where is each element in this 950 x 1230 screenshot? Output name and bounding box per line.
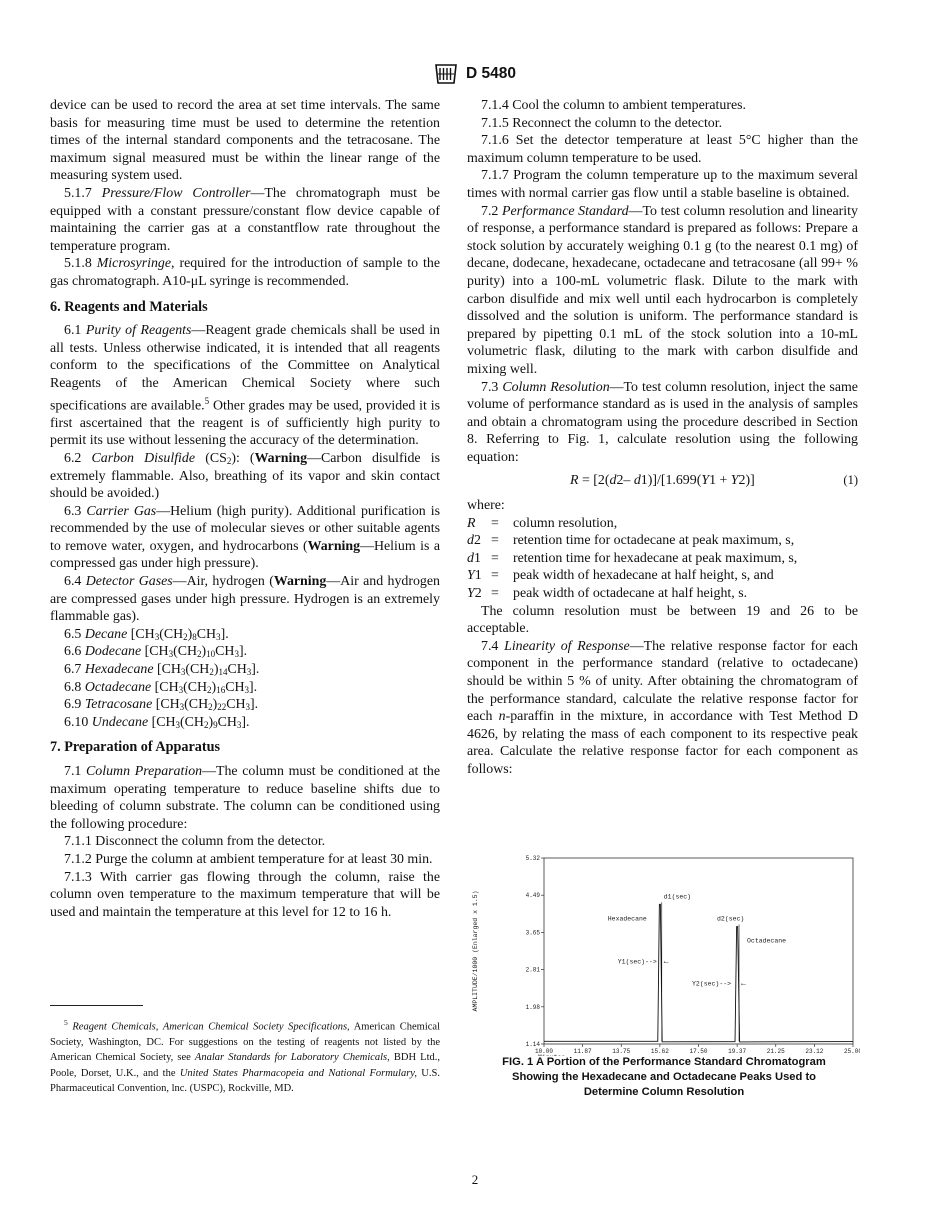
chromatogram-trace bbox=[544, 904, 853, 1042]
astm-logo-icon bbox=[434, 63, 458, 85]
octadecane-label: Octadecane bbox=[747, 937, 787, 945]
section-heading-6: 6. Reagents and Materials bbox=[50, 298, 208, 315]
y-tick-label: 2.81 bbox=[525, 966, 540, 974]
section-6-1: 6.1 Purity of Reagents—Reagent grade chemicals shall be used in all tests. Unless otherwise indicated, it is intended that all reagents conform to the specifications of the Committee on Analytical Reagents of the American Chemical Society where such specifications are available.$^5$ Other grades may be used, provided it is first ascertained that the reagent is of sufficiently high purity to permit its use without lessening the accuracy of the determination. bbox=[50, 323, 440, 449]
section-7-2: 7.2 Performance Standard—To test column resolution and linearity of response, a performance standard is prepared as follows: Prepare a stock solution by accurately weighing 0.1 g (to the nearest 0.1 mg) of decane, dodecane, hexadecane, octadecane and tetracosane (all 99+ % purity) into a 100-mL volumetric flask. Dilute to the mark with carbon disulfide and mix well until each hydrocarbon is completely dissolved and the solution is uniform. The performance standard is prepared by pipetting 0.1 mL of the stock solution into a 10-mL volumetric flask, diluting to the mark with carbon disulfide and mixing well. bbox=[467, 203, 858, 377]
definition-row: Y1 = peak width of hexadecane at half height, s, and bbox=[467, 568, 774, 584]
x-tick-label: 21.25 bbox=[766, 1048, 785, 1055]
definition-row: d2 = retention time for octadecane at peak maximum, s, bbox=[467, 533, 795, 549]
section-7-1-2: 7.1.2 Purge the column at ambient temperature for at least 30 min. bbox=[64, 851, 433, 867]
reagent-item: 6.9 Tetracosane $[CH_3(CH_2)_{22}CH_3]$. bbox=[64, 697, 259, 713]
standard-designation: D 5480 bbox=[466, 65, 516, 82]
page-header bbox=[0, 63, 950, 85]
section-7-1: 7.1 Column Preparation—The column must be conditioned at the maximum operating temperature to reduce baseline shifts due to bleeding of column substrate. The column can be conditioned using the following procedure: bbox=[50, 764, 440, 832]
section-5-1-7: 5.1.7 Pressure/Flow Controller—The chromatograph must be equipped with a constant pressure/constant flow device capable of maintaining the carrier gas at a constantflow rate throughout the temperature program. bbox=[50, 185, 440, 254]
section-7-3: 7.3 Column Resolution—To test column resolution, inject the same volume of performance standard as is used in the analysis of samples and obtain a chromatogram using the procedure described in Section 8. Referring to Fig. 1, calculate resolution using the following equation: bbox=[467, 379, 858, 465]
left-column bbox=[50, 97, 440, 921]
footnote: $^5$ Reagent Chemicals, American Chemical Society Specifications, American Chemical Society, Washington, DC. For suggestions on the testing of reagents not listed by the American Chemical Society, see Analar Standards for Laboratory Chemicals, BDH Ltd., Poole, Dorset, U.K., and the United States Pharmacopeia and National Formulary, U.S. Pharmaceutical Convention, lnc. (USPC), Rockville, MD. bbox=[50, 1018, 440, 1095]
footnote-divider bbox=[50, 1005, 143, 1006]
d1-annotation: d1(sec) bbox=[663, 893, 692, 901]
plot-frame bbox=[544, 858, 853, 1044]
section-7-1-4: 7.1.4 Cool the column to ambient temperatures. bbox=[481, 98, 747, 113]
section-6-4: 6.4 Detector Gases—Air, hydrogen (Warning—Air and hydrogen are compressed gases under high pressure. Hydrogen is an extremely flammable gas). bbox=[50, 574, 440, 625]
section-7-1-5: 7.1.5 Reconnect the column to the detector. bbox=[481, 115, 723, 131]
page-number: 2 bbox=[471, 1172, 479, 1187]
x-tick-label: 25.0 bbox=[843, 1048, 859, 1055]
y-axis-label: AMPLITUDE/1000 (Enlarged x 1.5) bbox=[472, 890, 479, 1012]
section-6-2: 6.2 Carbon Disulfide $(CS_2)$: (Warning—Carbon disulfide is extremely flammable. Also, breathing of its vapor and skin contact should be avoided.) bbox=[50, 450, 440, 502]
section-7-1-3: 7.1.3 With carrier gas flowing through the column, raise the column oven temperature to the maximum temperature that will be used and maintain the temperature at this level for 12 to 16 h. bbox=[50, 869, 440, 920]
where-label: where: bbox=[467, 498, 505, 514]
y2-annotation: Y2(sec)--> bbox=[692, 980, 732, 988]
y-tick-label: 4.49 bbox=[525, 892, 540, 900]
x-tick-label: 17.50 bbox=[689, 1048, 708, 1055]
section-6-3: 6.3 Carrier Gas—Helium (high purity). Additional purification is recommended by the use of molecular sieves or other suitable agents to remove water, oxygen, and hydrocarbons (Warning—Helium is a compressed gas under high pressure). bbox=[50, 503, 441, 572]
y-tick-label: 1.14 bbox=[525, 1041, 540, 1048]
equation-number: (1) bbox=[843, 473, 858, 488]
hexadecane-label: Hexadecane bbox=[607, 915, 647, 923]
y-tick-label: 1.98 bbox=[525, 1003, 540, 1011]
y1-annotation: Y1(sec)--> bbox=[617, 958, 657, 966]
chromatogram-chart bbox=[468, 848, 860, 1056]
definition-row: Y2 = peak width of octadecane at half height, s. bbox=[467, 586, 748, 602]
reagent-item: 6.5 Decane $[CH_3(CH_2)_8CH_3]$. bbox=[64, 626, 229, 642]
equation-formula: R = [2(d2– d1)]/[1.699(Y1 + Y2)] bbox=[570, 473, 755, 489]
definition-row: R = column resolution, bbox=[467, 515, 618, 531]
figure-caption bbox=[468, 1055, 860, 1101]
definition-row: d1 = retention time for hexadecane at peak maximum, s, bbox=[467, 550, 798, 566]
section-7-1-1: 7.1.1 Disconnect the column from the detector. bbox=[64, 834, 326, 850]
caption-line: Showing the Hexadecane and Octadecane Peaks Used to bbox=[511, 1071, 817, 1084]
reagent-item: 6.6 Dodecane $[CH_3(CH_2)_{10}CH_3]$. bbox=[64, 644, 248, 660]
resolution-requirement: The column resolution must be between 19 and 26 to be acceptable. bbox=[467, 603, 858, 637]
section-7-4: 7.4 Linearity of Response—The relative response factor for each component in the performance standard (relative to octadecane) should be within 5 % of unity. After obtaining the chromatogram of the performance standard, calculate the relative response factor for each n-paraffin in the mixture, in accordance with Test Method D 4626, by relating the mass of each component to its respective peak area. Calculate the relative response factor for each component as follows: bbox=[467, 638, 858, 777]
section-7-1-6: 7.1.6 Set the detector temperature at least 5°C higher than the maximum column temperature to be used. bbox=[467, 133, 858, 166]
section-7-1-7: 7.1.7 Program the column temperature up to the maximum several times with normal carrier gas flow until a stable baseline is obtained. bbox=[467, 168, 858, 201]
reagent-item: 6.7 Hexadecane $[CH_3(CH_2)_{14}CH_3]$. bbox=[64, 662, 260, 678]
variable-definitions bbox=[467, 515, 797, 603]
y1-arrow-icon: ← bbox=[663, 957, 669, 967]
paragraph: device can be used to record the area at set time intervals. The same basis for measuring time must be used to determine the retention times of the internal standard components and the tetracosane. The maximum signal measured must be within the linear range of the measuring system used. bbox=[50, 98, 440, 184]
x-tick-label: 23.12 bbox=[805, 1048, 824, 1055]
x-tick-label: 13.75 bbox=[612, 1048, 631, 1055]
d2-annotation: d2(sec) bbox=[717, 915, 745, 923]
equation-1 bbox=[467, 472, 858, 490]
x-tick-label: 19.37 bbox=[728, 1048, 747, 1055]
x-tick-label: 11.87 bbox=[573, 1048, 592, 1055]
right-column bbox=[467, 97, 858, 779]
y-tick-label: 5.32 bbox=[525, 855, 540, 862]
section-5-1-8: 5.1.8 Microsyringe, required for the introduction of sample to the gas chromatograph. A10-μL syringe is recommended. bbox=[50, 256, 440, 289]
caption-line: FIG. 1 A Portion of the Performance Standard Chromatogram bbox=[502, 1056, 826, 1068]
chromatogram-figure bbox=[468, 848, 860, 1056]
y-tick-label: 3.65 bbox=[525, 929, 540, 937]
reagent-item: 6.10 Undecane $[CH_3(CH_2)_9CH_3]$. bbox=[64, 714, 250, 730]
caption-line: Determine Column Resolution bbox=[583, 1086, 745, 1099]
x-tick-label: 10.00 bbox=[534, 1048, 554, 1055]
y2-arrow-icon: ← bbox=[741, 979, 746, 989]
x-tick-label: 15.62 bbox=[650, 1048, 669, 1055]
section-heading-7: 7. Preparation of Apparatus bbox=[50, 739, 220, 756]
reagent-item: 6.8 Octadecane $[CH_3(CH_2)_{16}CH_3]$. bbox=[64, 679, 258, 695]
